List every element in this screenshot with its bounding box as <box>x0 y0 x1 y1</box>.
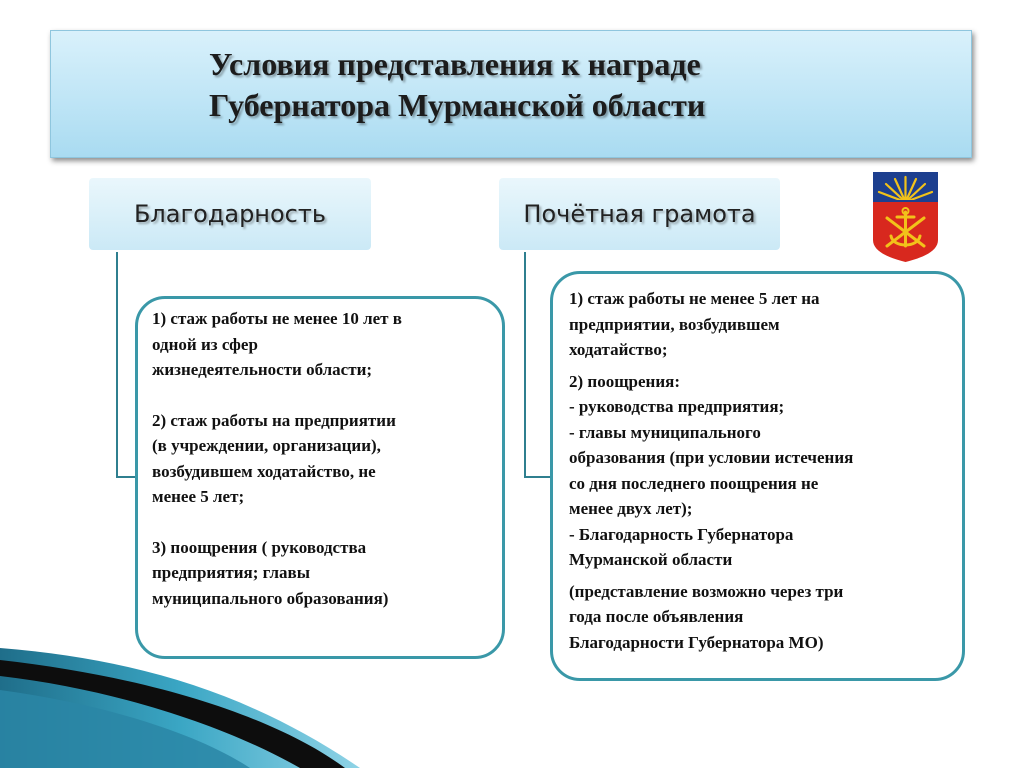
left-condition-2: 2) стаж работы на предприятии (в учреждении, организации), возбудившем ходатайство, не менее 5 лет; <box>152 410 396 506</box>
page-title-line-2: Губернатора Мурманской области <box>209 87 706 123</box>
header-pochetnaya-gramota: Почётная грамота <box>499 178 780 250</box>
right-connector-vertical <box>524 252 526 477</box>
murmansk-coat-of-arms-icon <box>873 172 938 262</box>
page-title-line-1: Условия представления к награде <box>209 46 701 82</box>
right-condition-1: 1) стаж работы не менее 5 лет на предприятии, возбудившем ходатайство; <box>569 289 820 359</box>
left-condition-1: 1) стаж работы не менее 10 лет в одной из сфер жизнедеятельности области; <box>152 309 402 379</box>
right-condition-2: 2) поощрения: - руководства предприятия; - главы муниципального образования (при условии истечения со дня последнего поощрения не менее двух лет); - Благодарность Губернатора Мурманской области <box>569 371 854 569</box>
blagodarnost-conditions-box <box>135 296 505 659</box>
left-condition-3: 3) поощрения ( руководства предприятия; главы муниципального образования) <box>152 537 389 608</box>
gramota-conditions-box <box>550 271 965 681</box>
left-connector-horizontal <box>116 476 136 478</box>
right-connector-horizontal <box>524 476 551 478</box>
title-banner <box>50 30 972 158</box>
left-connector-vertical <box>116 252 118 477</box>
right-condition-3: (представление возможно через три года после объявления Благодарности Губернатора МО) <box>569 581 844 652</box>
header-blagodarnost: Благодарность <box>89 178 371 250</box>
